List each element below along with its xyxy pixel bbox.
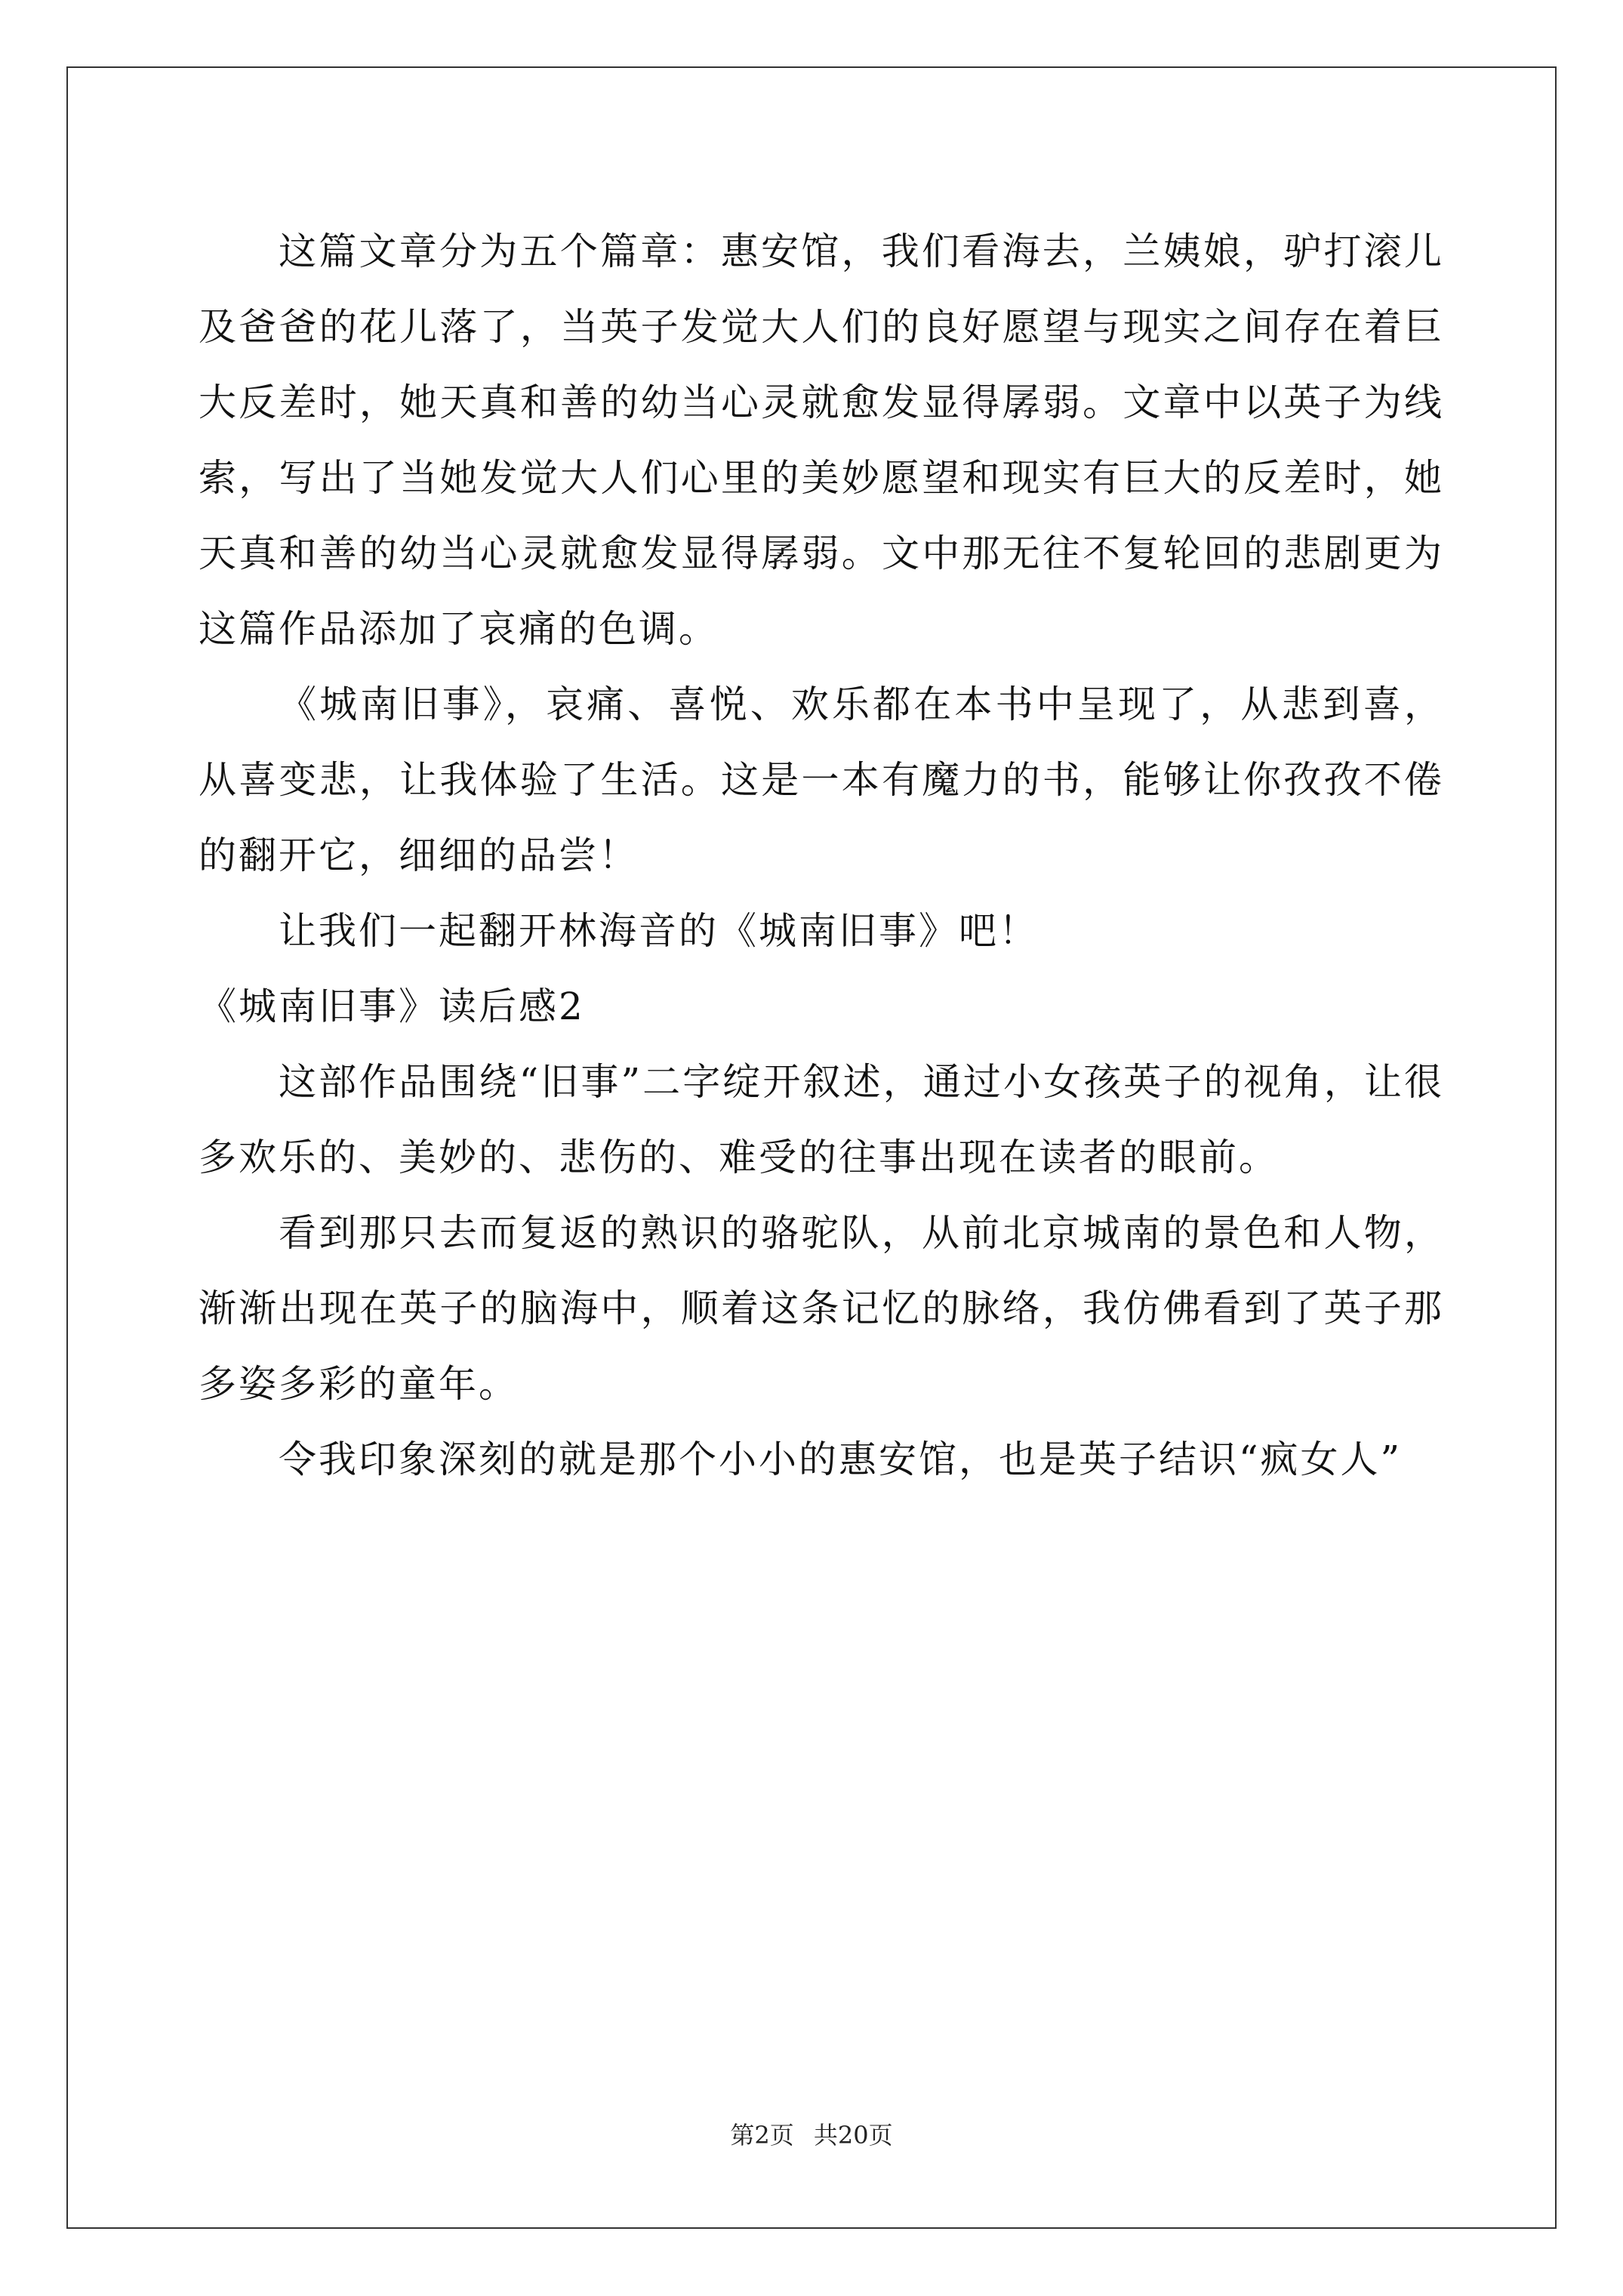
paragraph: 让我们一起翻开林海音的《城南旧事》吧！ <box>279 909 1039 953</box>
page-footer <box>0 2120 1623 2150</box>
document-body <box>199 214 1444 1497</box>
paragraph: 令我印象深刻的就是那个小小的惠安馆，也是英子结识“疯女人” <box>279 1438 1403 1481</box>
paragraph: 这部作品围绕“旧事”二字绽开叙述，通过小女孩英子的视角，让很多欢乐的、美妙的、悲伤的、难受的往事出现在读者的眼前。 <box>199 1060 1444 1179</box>
paragraph: 这篇文章分为五个篇章：惠安馆，我们看海去，兰姨娘，驴打滚儿及爸爸的花儿落了，当英子发觉大人们的良好愿望与现实之间存在着巨大反差时，她天真和善的幼当心灵就愈发显得孱弱。文章中以英子为线索，写出了当她发觉大人们心里的美妙愿望和现实有巨大的反差时，她天真和善的幼当心灵就愈发显得孱弱。文中那无往不复轮回的悲剧更为这篇作品添加了哀痛的色调。 <box>199 230 1444 651</box>
paragraph: 《城南旧事》，哀痛、喜悦、欢乐都在本书中呈现了，从悲到喜，从喜变悲，让我体验了生活。这是一本有魔力的书，能够让你孜孜不倦的翻开它，细细的品尝！ <box>199 683 1444 877</box>
paragraph: 看到那只去而复返的熟识的骆驼队，从前北京城南的景色和人物，渐渐出现在英子的脑海中，顺着这条记忆的脉络，我仿佛看到了英子那多姿多彩的童年。 <box>199 1211 1444 1406</box>
page-total: 共20页 <box>813 2121 893 2150</box>
section-heading: 《城南旧事》读后感2 <box>199 985 585 1028</box>
page-number: 第2页 <box>730 2121 794 2150</box>
